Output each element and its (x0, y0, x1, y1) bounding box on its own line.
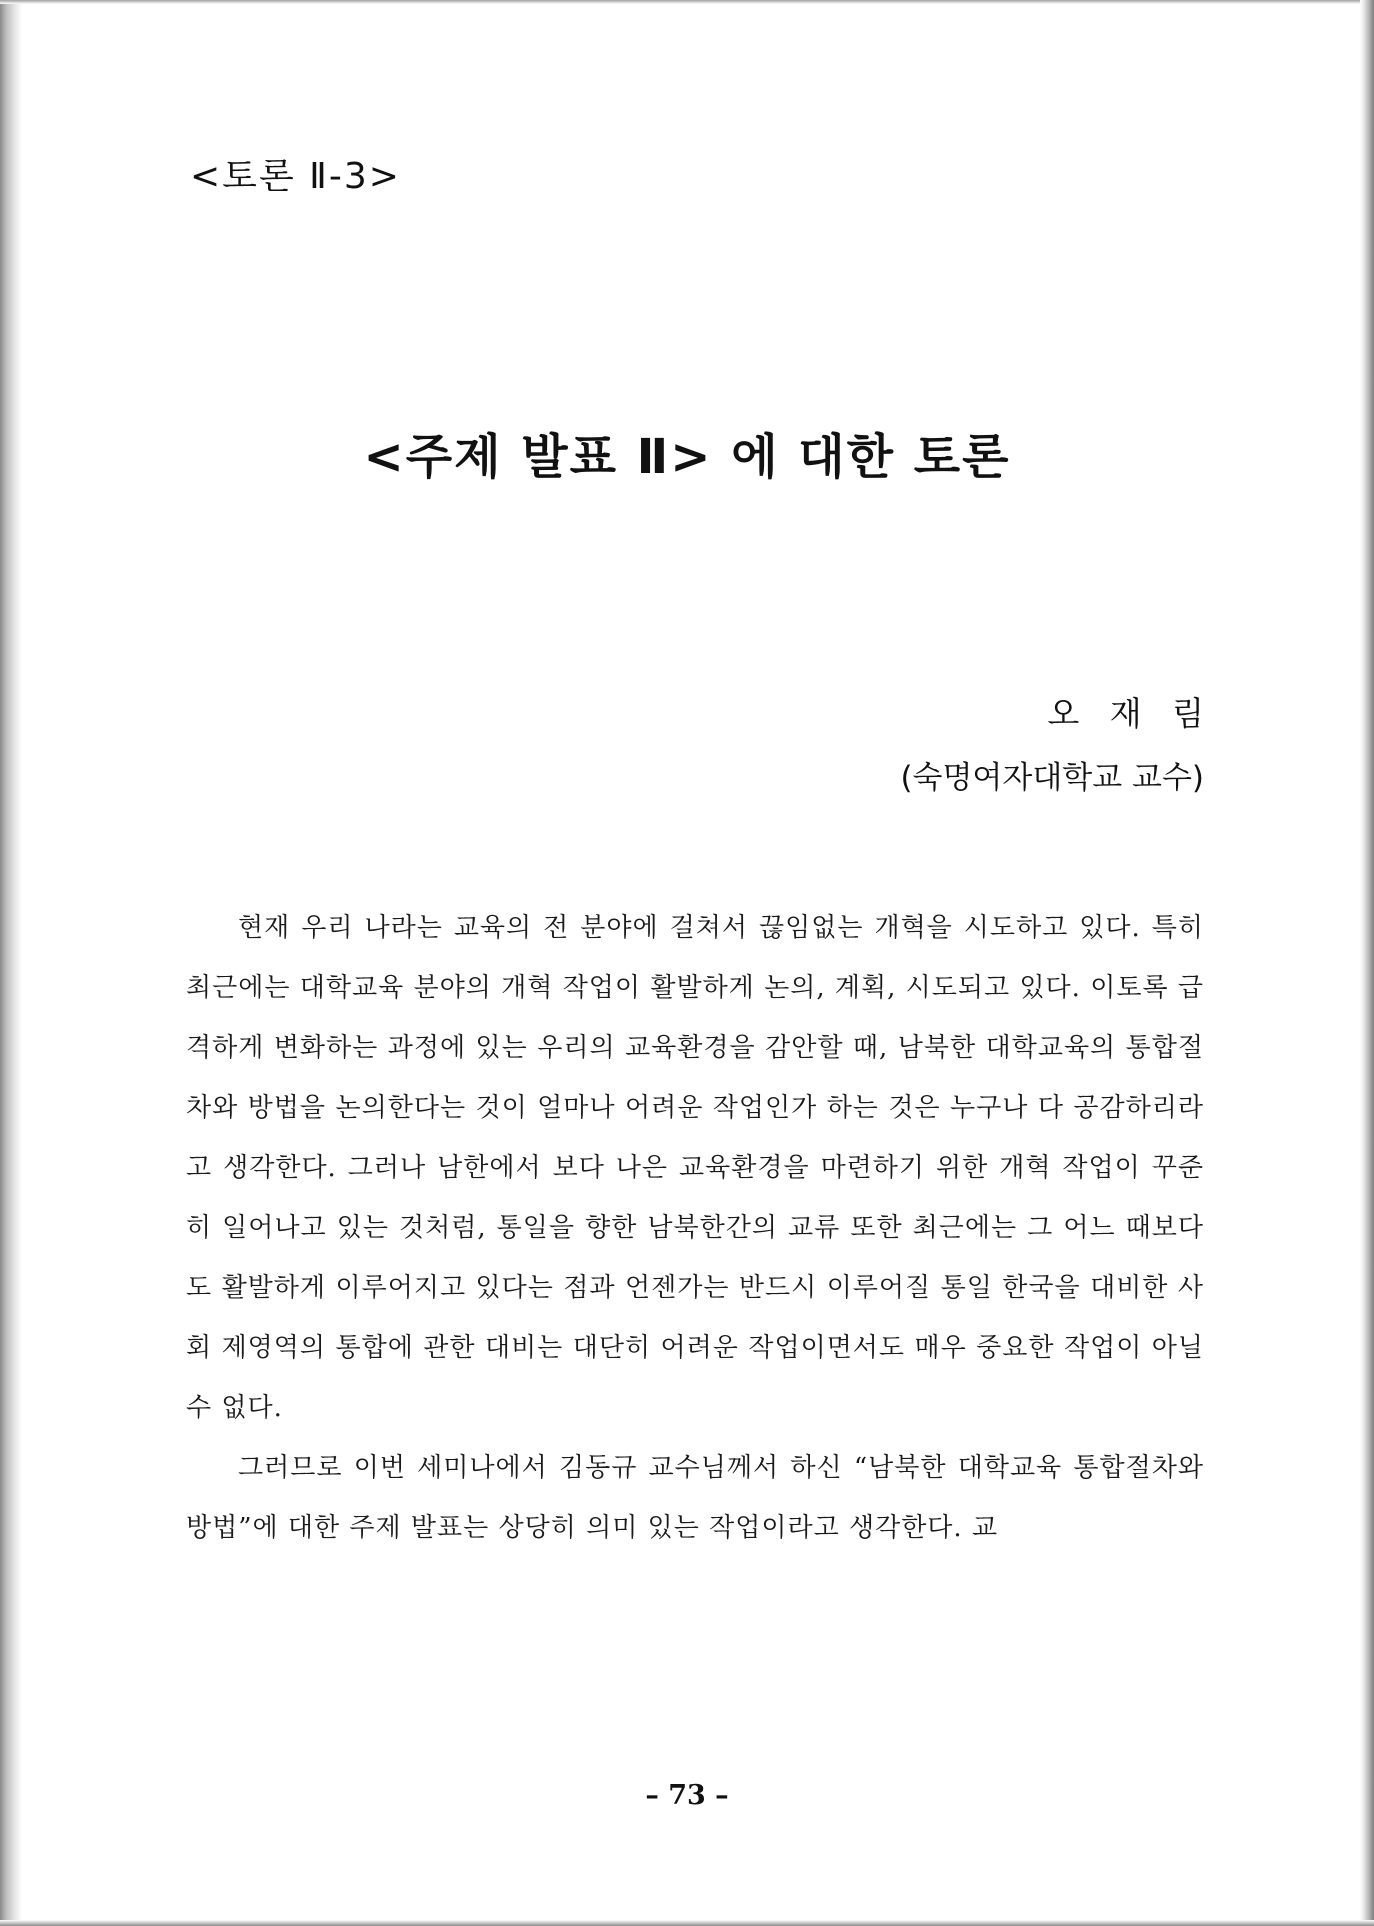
page-edge-right (1360, 0, 1374, 1926)
page-title: <주제 발표 Ⅱ> 에 대한 토론 (363, 429, 1011, 485)
paragraph-2: 그러므로 이번 세미나에서 김동규 교수님께서 하신 “남북한 대학교육 통합절차와 방법”에 대한 주제 발표는 상당히 의미 있는 작업이라고 생각한다. 교 (186, 1453, 1204, 1543)
author-name: 오 재 림 (1047, 694, 1214, 733)
author-affiliation: (숙명여자대학교 교수) (900, 760, 1204, 796)
section-label: <토론 Ⅱ-3> (190, 156, 401, 197)
author-block (900, 690, 1214, 802)
paragraph-1: 현재 우리 나라는 교육의 전 분야에 걸쳐서 끊임없는 개혁을 시도하고 있다. 특히 최근에는 대학교육 분야의 개혁 작업이 활발하게 논의, 계획, 시도되고 있다. 이토록 급격하게 변화하는 과정에 있는 우리의 교육환경을 감안할 때, 남북한 대학교육의 통합절차와 방법을 논의한다는 것이 얼마나 어려운 작업인가 하는 것은 누구나 다 공감하리라고 생각한다. 그러나 남한에서 보다 나은 교육환경을 마련하기 위한 개혁 작업이 꾸준히 일어나고 있는 것처럼, 통일을 향한 남북한간의 교류 또한 최근에는 그 어느 때보다도 활발하게 이루어지고 있다는 점과 언젠가는 반드시 이루어질 통일 한국을 대비한 사회 제영역의 통합에 관한 대비는 대단히 어려운 작업이면서도 매우 중요한 작업이 아닐 수 없다. (186, 913, 1204, 1423)
page-edge-left (0, 0, 22, 1926)
page-edge-bottom (0, 1920, 1374, 1926)
page-number: – 73 – (645, 1780, 729, 1811)
body-text (186, 898, 1204, 1558)
page-edge-top (0, 0, 1374, 4)
